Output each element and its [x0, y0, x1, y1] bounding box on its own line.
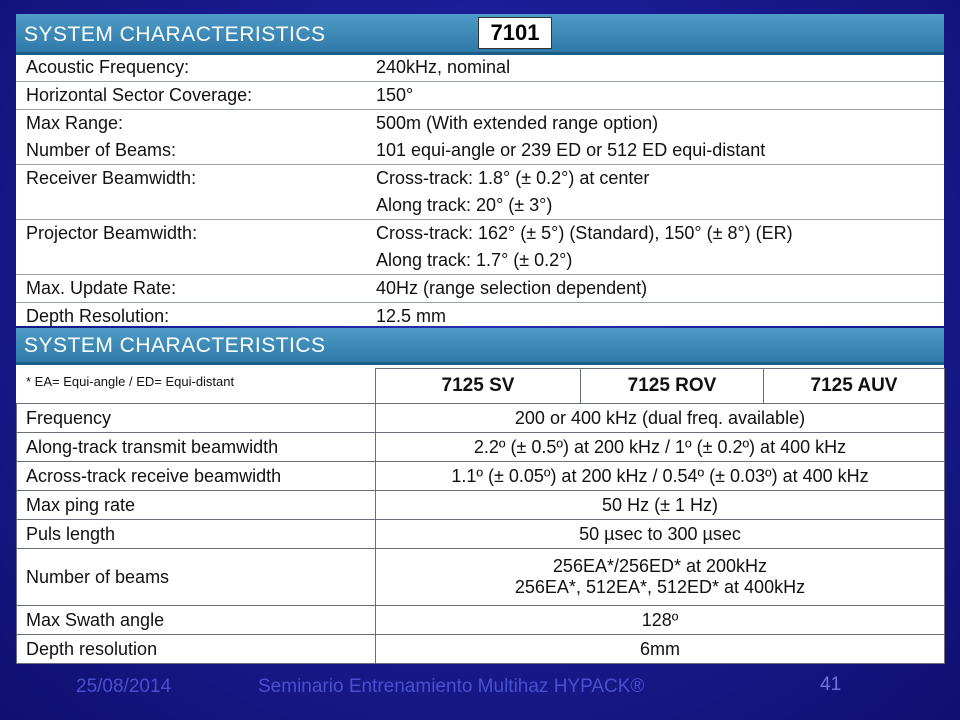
spec-label: Acoustic Frequency:	[26, 57, 190, 77]
spec-value: Cross-track: 1.8° (± 0.2°) at center	[376, 168, 650, 188]
table-row	[17, 549, 945, 606]
row-value: 6mm	[376, 635, 945, 664]
spec-table-7125	[16, 368, 945, 664]
spec-row	[16, 165, 944, 220]
spec-value: 12.5 mm	[376, 306, 447, 326]
spec-value: 240kHz, nominal	[376, 57, 511, 77]
panel-title: SYSTEM CHARACTERISTICS	[24, 334, 326, 357]
spec-row	[16, 303, 944, 330]
column-header: 7125 ROV	[581, 369, 764, 404]
spec-value: Cross-track: 162° (± 5°) (Standard), 150° (± 8°) (ER)	[376, 223, 793, 243]
spec-label: Receiver Beamwidth:	[26, 168, 197, 188]
panel-header	[16, 328, 944, 365]
table-row	[17, 491, 945, 520]
spec-value: 150°	[376, 85, 414, 105]
row-value: 2.2º (± 0.5º) at 200 kHz / 1º (± 0.2º) at 400 kHz	[376, 433, 945, 462]
row-label: Max ping rate	[17, 491, 376, 520]
row-value-line: 256EA*/256ED* at 200kHz	[552, 556, 768, 576]
spec-label: Max Range:	[26, 113, 124, 133]
row-value: 1.1º (± 0.05º) at 200 kHz / 0.54º (± 0.03º) at 400 kHz	[376, 462, 945, 491]
spec-value: 500m (With extended range option)	[376, 113, 659, 133]
spec-label: Max. Update Rate:	[26, 278, 177, 298]
spec-label: Number of Beams:	[26, 140, 177, 160]
spec-label: Projector Beamwidth:	[26, 223, 198, 243]
spec-row	[16, 54, 944, 82]
spec-row	[16, 82, 944, 110]
row-value: 200 or 400 kHz (dual freq. available)	[376, 404, 945, 433]
row-label: Across-track receive beamwidth	[17, 462, 376, 491]
system-characteristics-7125-panel	[16, 328, 944, 664]
table-header-row	[17, 369, 945, 404]
row-value: 50 Hz (± 1 Hz)	[376, 491, 945, 520]
footer-date: 25/08/2014	[76, 676, 172, 697]
table-row	[17, 433, 945, 462]
table-row	[17, 606, 945, 635]
abbreviation-note: * EA= Equi-angle / ED= Equi-distant	[26, 374, 235, 389]
page-number: 41	[820, 674, 842, 695]
column-header: 7125 SV	[376, 369, 581, 404]
system-characteristics-7101-panel	[16, 14, 944, 326]
spec-table-7101	[16, 54, 944, 330]
model-number: 7101	[478, 17, 552, 49]
spec-row	[16, 275, 944, 303]
row-label: Number of beams	[17, 549, 376, 606]
spec-label: Depth Resolution:	[26, 306, 170, 326]
table-row	[17, 635, 945, 664]
spec-value: 101 equi-angle or 239 ED or 512 ED equi-distant	[376, 140, 766, 160]
spec-label: Horizontal Sector Coverage:	[26, 85, 253, 105]
footer-title: Seminario Entrenamiento Multihaz HYPACK®	[258, 676, 645, 697]
spec-value: Along track: 1.7° (± 0.2°)	[376, 250, 573, 270]
panel-header	[16, 14, 944, 55]
row-value: 128º	[376, 606, 945, 635]
panel-title: SYSTEM CHARACTERISTICS	[24, 23, 326, 46]
empty-header-cell	[17, 369, 376, 404]
row-value	[376, 549, 945, 606]
spec-row	[16, 220, 944, 275]
table-row	[17, 404, 945, 433]
table-row	[17, 462, 945, 491]
row-label: Max Swath angle	[17, 606, 376, 635]
row-label: Depth resolution	[17, 635, 376, 664]
row-label: Frequency	[17, 404, 376, 433]
table-row	[17, 520, 945, 549]
column-header: 7125 AUV	[764, 369, 945, 404]
row-value: 50 µsec to 300 µsec	[376, 520, 945, 549]
spec-value: 40Hz (range selection dependent)	[376, 278, 648, 298]
row-label: Puls length	[17, 520, 376, 549]
row-label: Along-track transmit beamwidth	[17, 433, 376, 462]
spec-row	[16, 110, 944, 165]
row-value-line: 256EA*, 512EA*, 512ED* at 400kHz	[514, 577, 806, 597]
spec-value: Along track: 20° (± 3°)	[376, 195, 553, 215]
